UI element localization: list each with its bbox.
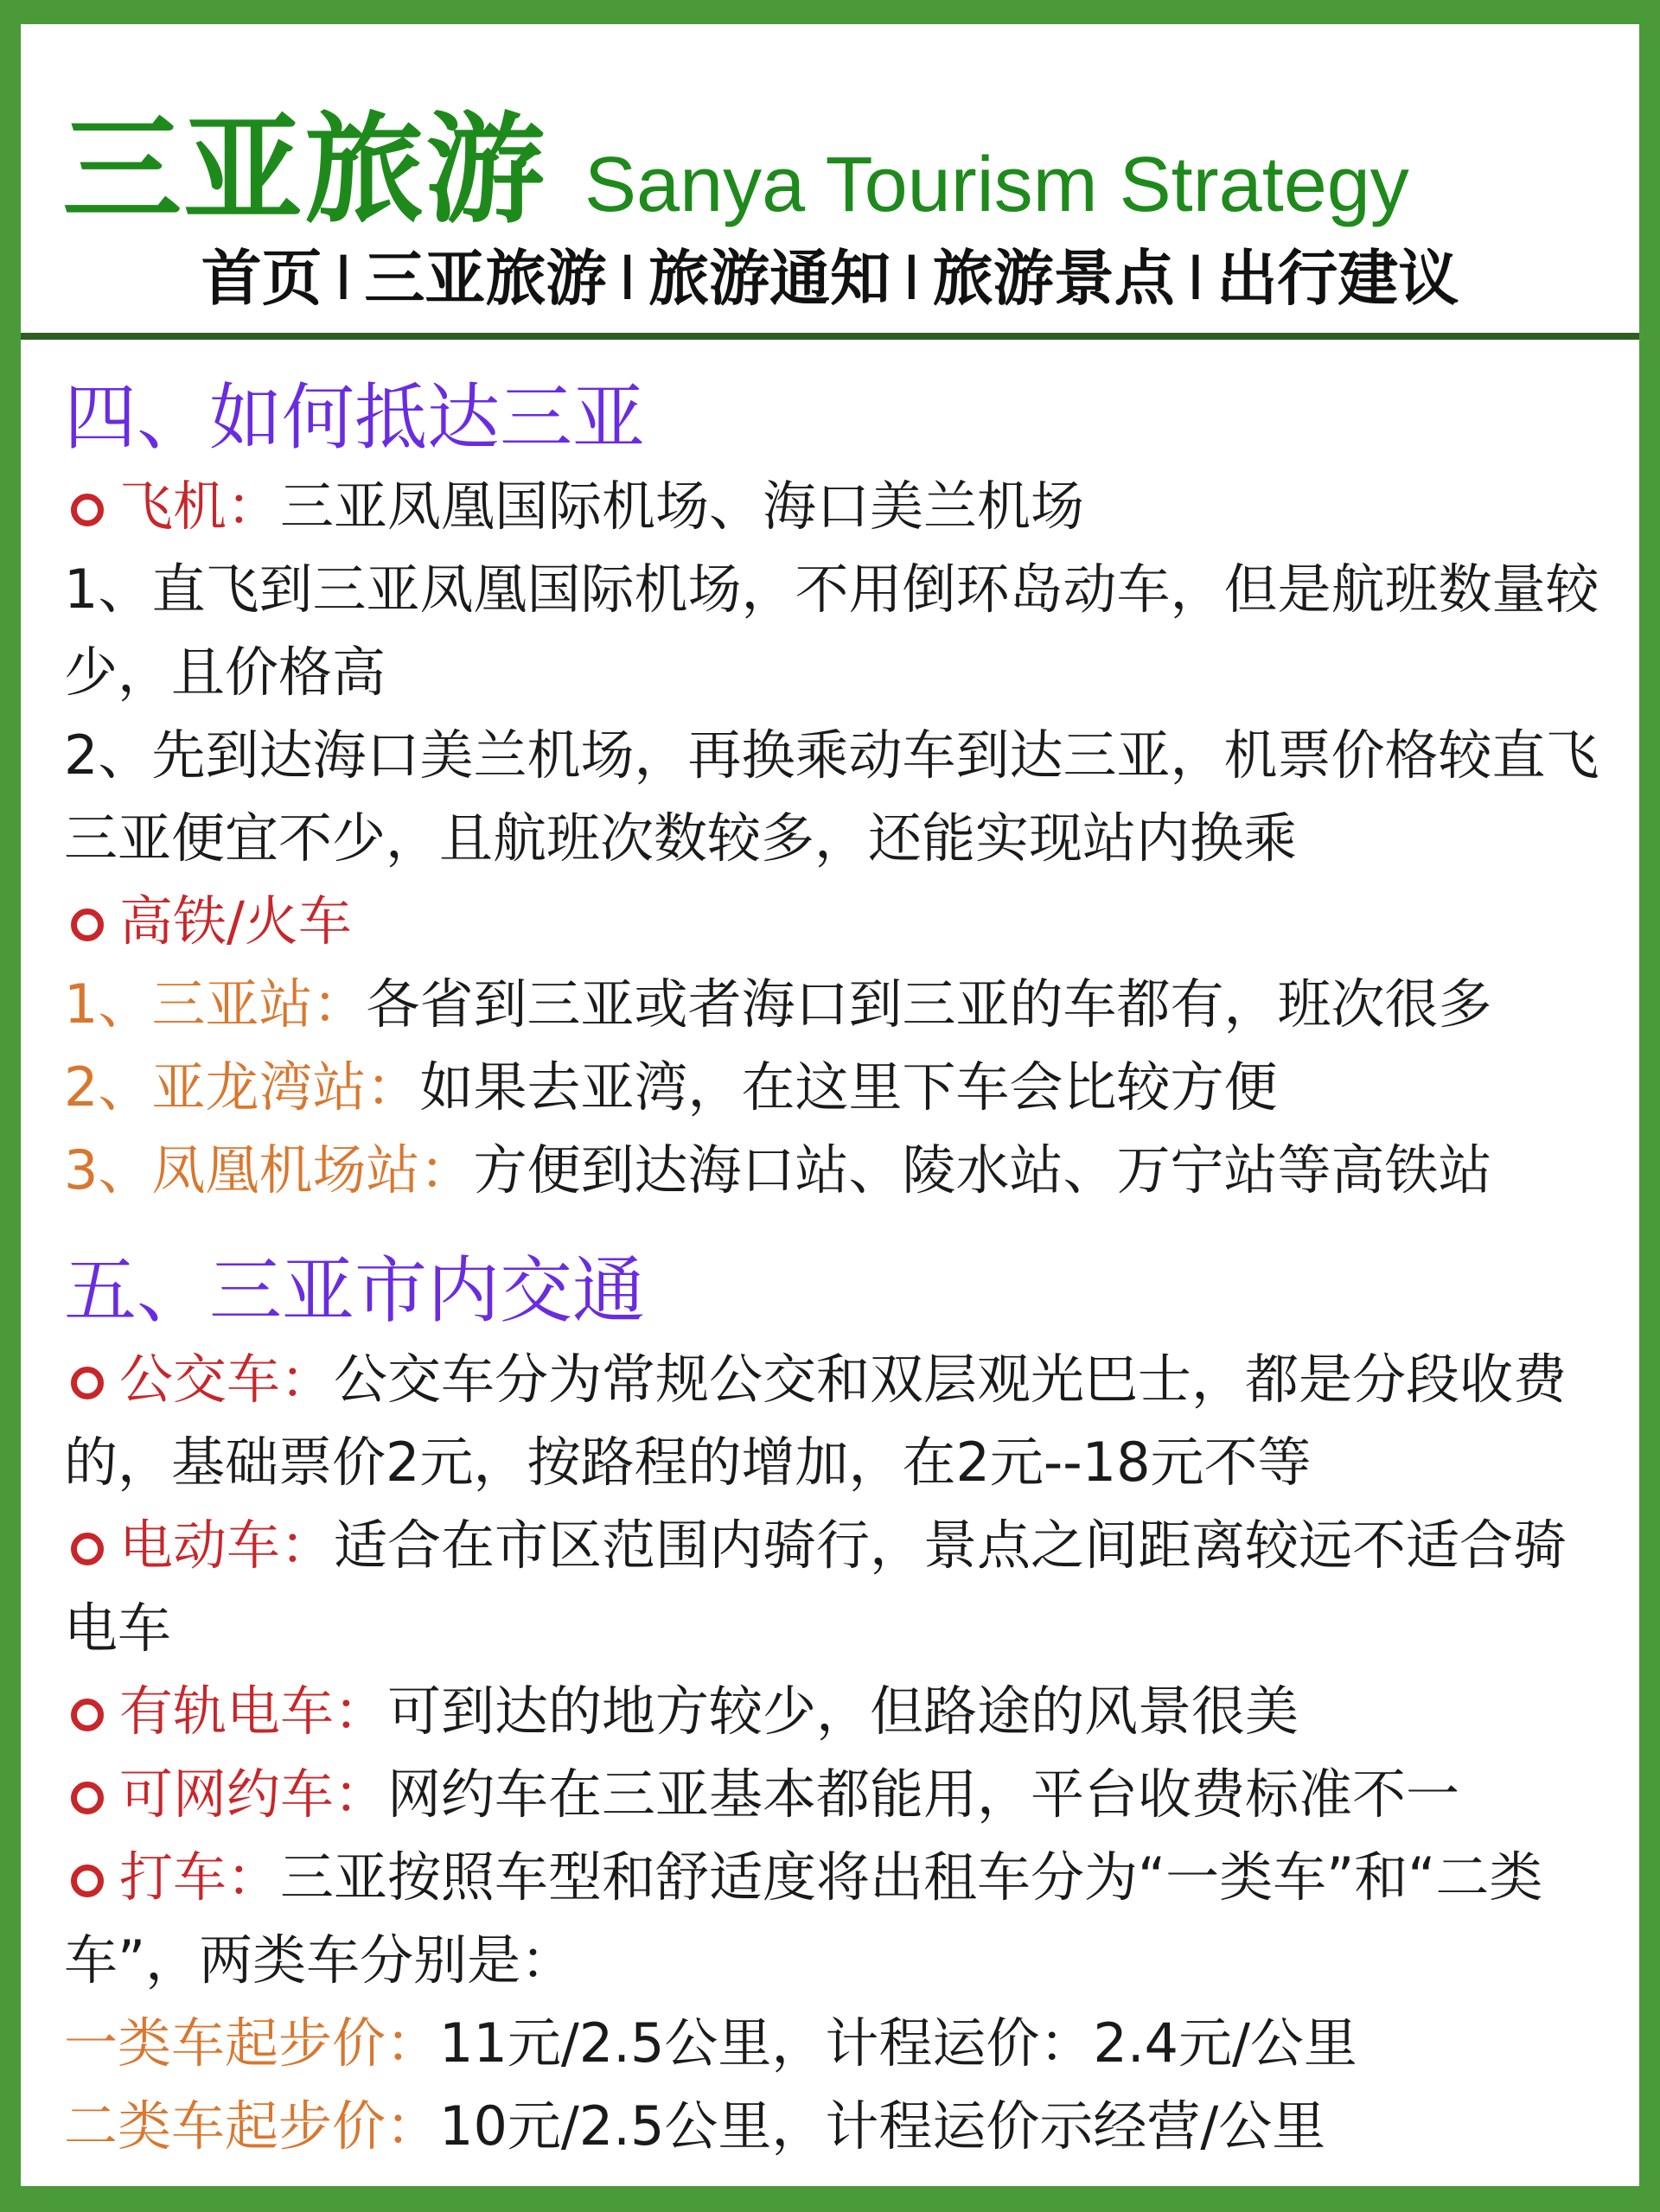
class2-text: 10元/2.5公里，计程运价示经营/公里 [439,2094,1326,2158]
train-item-airport-station [64,1129,1612,1212]
circle-bullet-icon [71,494,104,526]
circle-bullet-icon [71,1865,104,1897]
plane-paragraph-2: 2、先到达海口美兰机场，再换乘动车到达三亚，机票价格较直飞三亚便宜不少，且航班次数较多，还能实现站内换乘 [64,724,1599,870]
bus-label: 公交车： [119,1348,335,1411]
header-divider [21,333,1639,340]
train-item-text: 方便到达海口站、陵水站、万宁站等高铁站 [473,1138,1492,1202]
class2-label: 二类车起步价： [64,2094,440,2158]
taxi-class-2-price [64,2085,1612,2168]
train-item-label: 3、凤凰机场站： [64,1138,474,1202]
circle-bullet-icon [71,1699,104,1731]
plane-label: 飞机： [119,475,281,538]
bullet-bus [64,1338,1612,1504]
class1-label: 一类车起步价： [64,2011,440,2075]
plane-text: 三亚凤凰国际机场、海口美兰机场 [280,475,1085,538]
ridehail-label: 可网约车： [119,1763,388,1826]
circle-bullet-icon [71,1782,104,1814]
brand-title-en: Sanya Tourism Strategy [584,142,1409,228]
tram-text: 可到达的地方较少，但路途的风景很美 [387,1680,1299,1743]
train-item-text: 如果去亚湾，在这里下车会比较方便 [419,1055,1278,1119]
train-item-label: 2、亚龙湾站： [64,1055,420,1119]
bullet-ebike [64,1504,1612,1670]
plane-paragraph-1: 1、直飞到三亚凤凰国际机场，不用倒环岛动车，但是航班数量较少，且价格高 [64,558,1599,704]
bullet-tram [64,1670,1612,1753]
nav-item-travel-notice[interactable]: 旅游通知 [648,243,891,314]
circle-bullet-icon [71,1367,104,1399]
nav-bar [21,230,1639,317]
circle-bullet-icon [71,908,104,941]
train-item-yalongwan-station [64,1046,1612,1129]
nav-item-home[interactable]: 首页 [201,243,322,314]
train-item-text: 各省到三亚或者海口到三亚的车都有，班次很多 [366,972,1492,1036]
article-content [64,370,1612,2168]
train-item-sanya-station [64,963,1612,1046]
header [21,24,1639,333]
bullet-ridehail [64,1753,1612,1836]
nav-item-travel-advice[interactable]: 出行建议 [1216,243,1459,314]
taxi-text: 三亚按照车型和舒适度将出租车分为“一类车”和“二类车”，两类车分别是： [64,1845,1543,1992]
section-title-arrival: 四、如何抵达三亚 [64,375,646,460]
brand [62,74,1409,245]
nav-separator: I [334,243,353,314]
section-title-local-transport: 五、三亚市内交通 [64,1248,646,1333]
bus-text: 公交车分为常规公交和双层观光巴士，都是分段收费的，基础票价2元，按路程的增加，在2元--18元不等 [64,1348,1567,1494]
ebike-label: 电动车： [119,1514,335,1577]
tram-label: 有轨电车： [119,1680,388,1743]
bullet-plane [64,465,1612,548]
train-label: 高铁/火车 [119,889,352,953]
taxi-label: 打车： [119,1845,281,1909]
nav-separator: I [618,243,636,314]
nav-separator: I [903,243,921,314]
bullet-train [64,880,1612,963]
bullet-taxi [64,1836,1612,2002]
brand-title-cn: 三亚旅游 [62,100,547,239]
nav-item-attractions[interactable]: 旅游景点 [932,243,1175,314]
nav-separator: I [1186,243,1205,314]
class1-text: 11元/2.5公里，计程运价：2.4元/公里 [439,2011,1357,2075]
page-frame [21,24,1639,2186]
ebike-text: 适合在市区范围内骑行，景点之间距离较远不适合骑电车 [64,1514,1567,1660]
circle-bullet-icon [71,1533,104,1565]
taxi-class-1-price [64,2002,1612,2085]
nav-item-sanya-tourism[interactable]: 三亚旅游 [364,243,607,314]
train-item-label: 1、三亚站： [64,972,367,1036]
ridehail-text: 网约车在三亚基本都能用，平台收费标准不一 [387,1763,1460,1826]
